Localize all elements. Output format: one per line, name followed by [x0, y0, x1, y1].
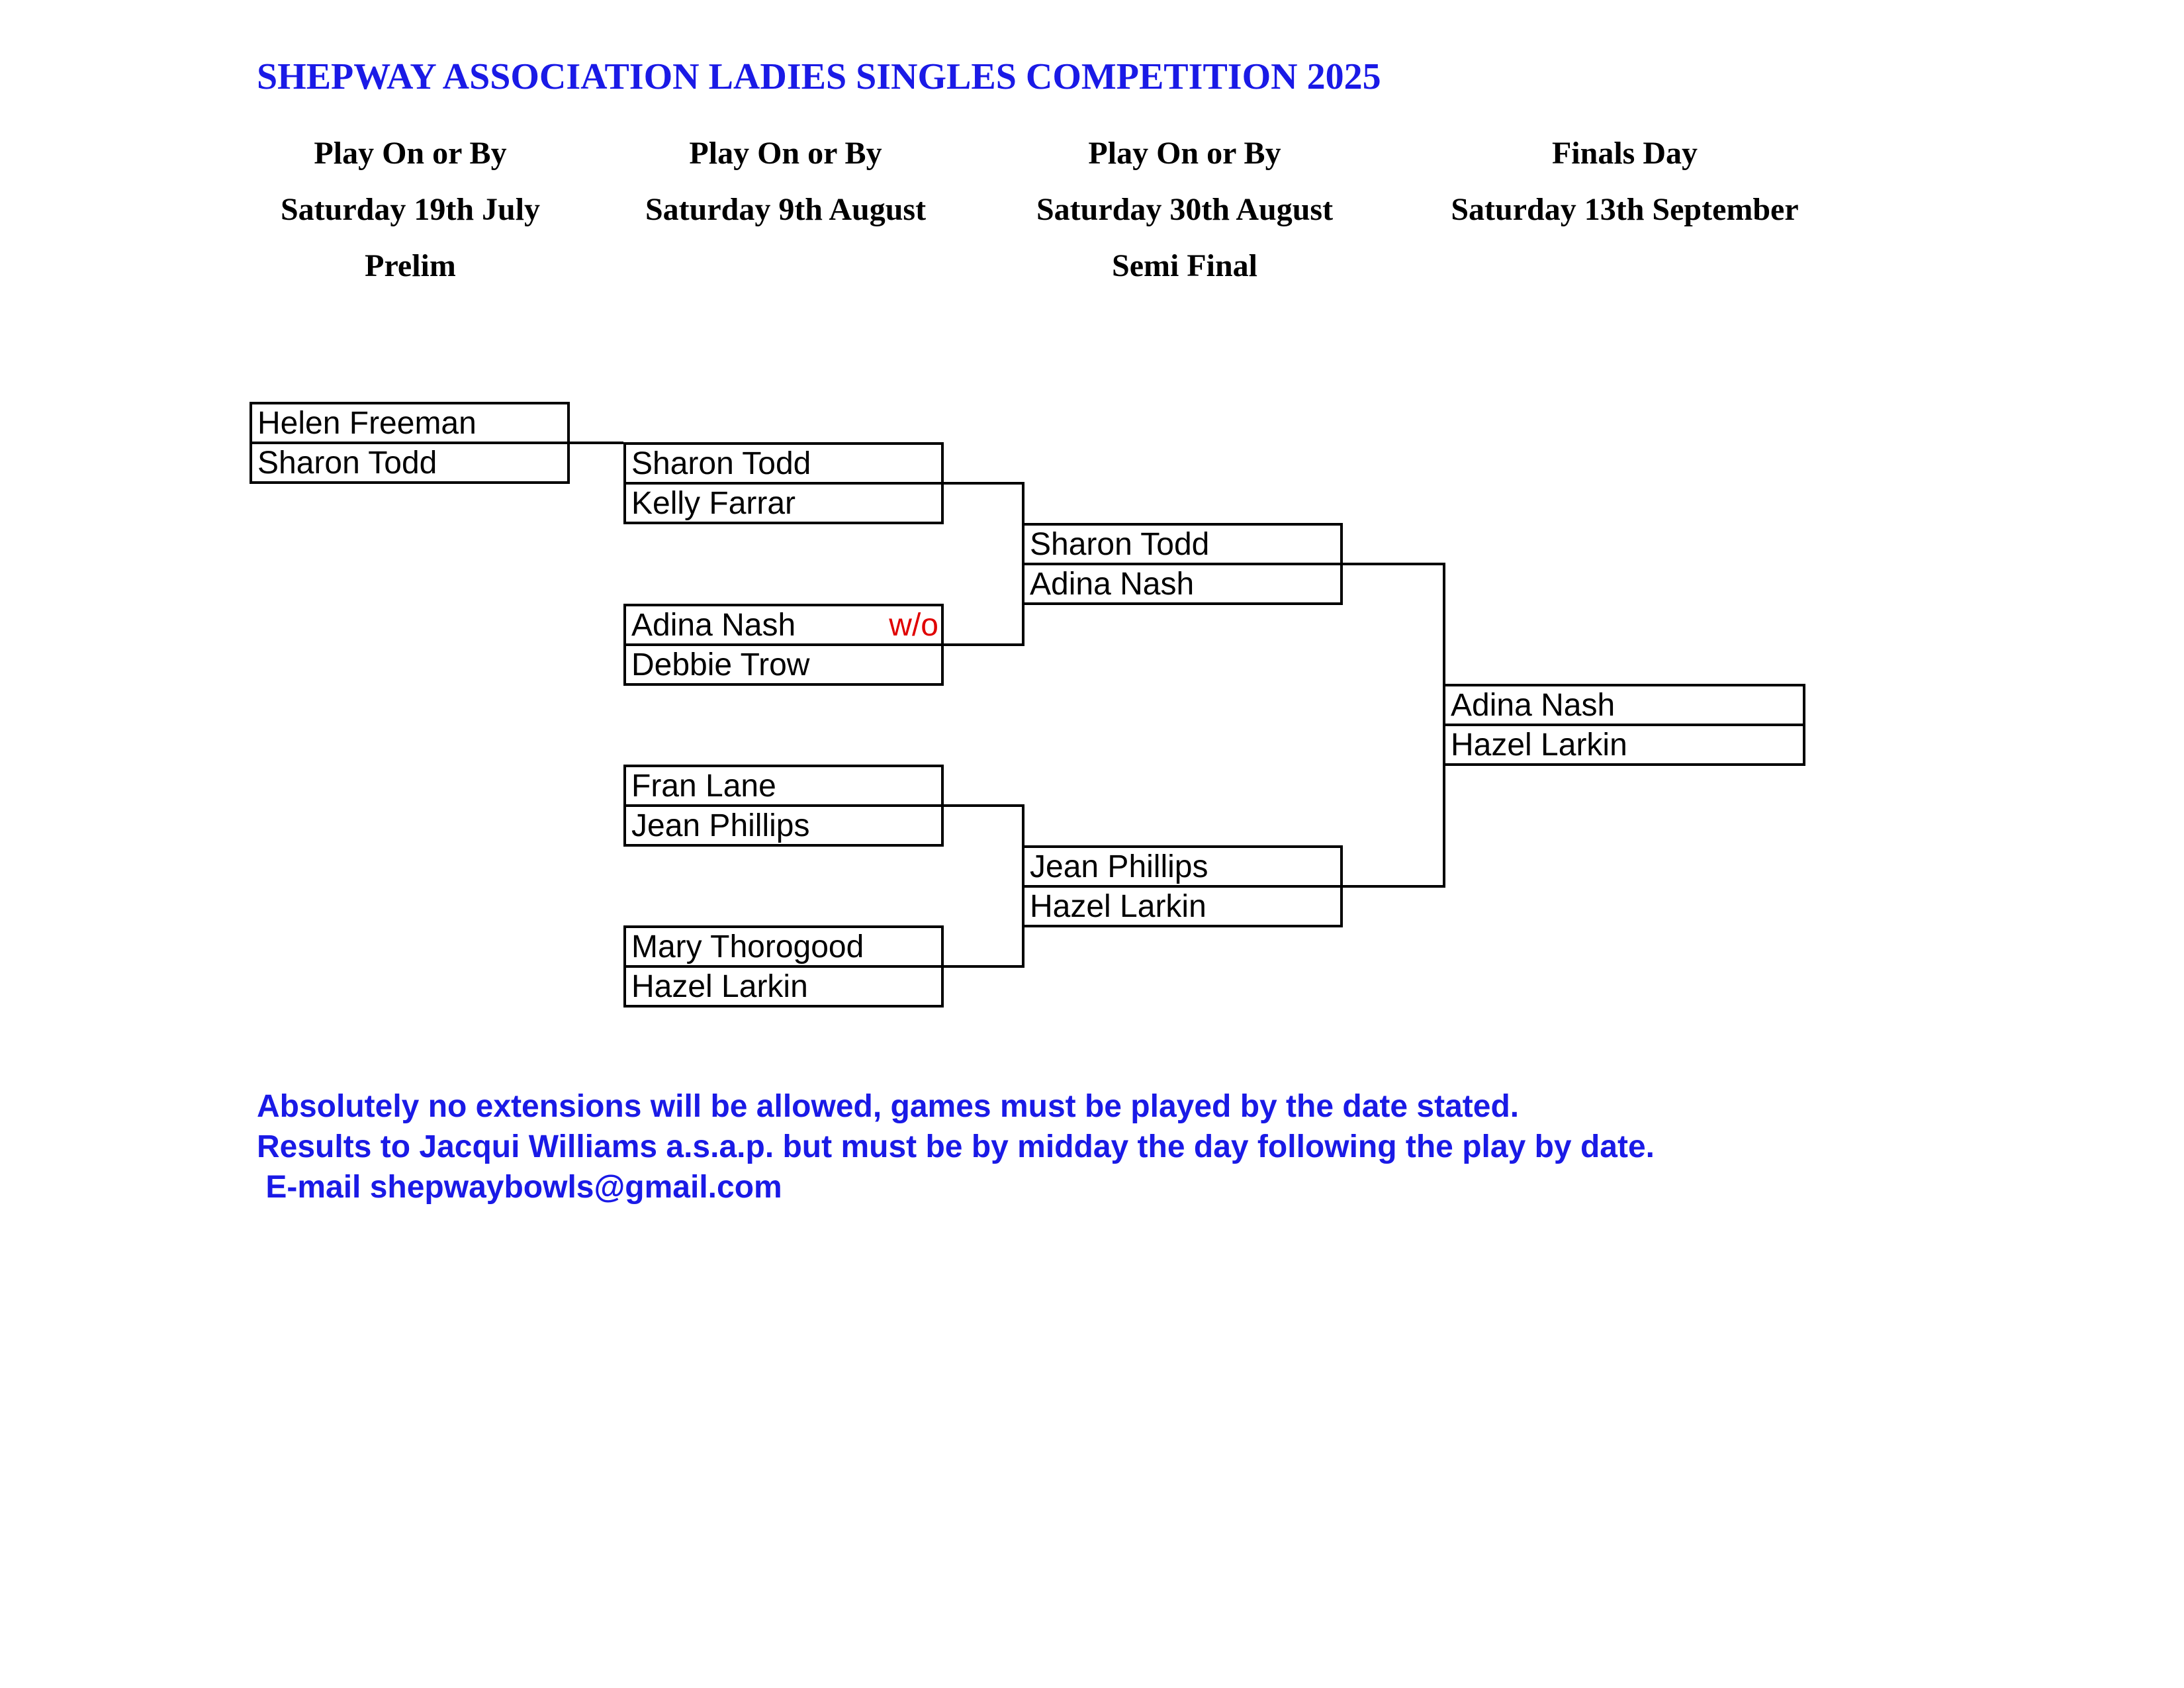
round-4-date: Saturday 13th September: [1451, 192, 1799, 227]
page-title: SHEPWAY ASSOCIATION LADIES SINGLES COMPETITION 2025: [257, 56, 1381, 97]
semi-final-match-1: [1022, 523, 1343, 605]
connector-line: [944, 804, 1024, 807]
prelim-match: [250, 402, 570, 484]
rules-note: Absolutely no extensions will be allowed, games must be played by the date stated.: [257, 1089, 1520, 1124]
quarter-final-match-2: [623, 604, 944, 686]
final-match: [1443, 684, 1805, 766]
round-1-line-1: Play On or By: [314, 136, 507, 171]
player-slot: Adina Nash: [1030, 567, 1195, 602]
player-slot: Hazel Larkin: [1451, 727, 1627, 763]
connector-line: [1022, 804, 1024, 968]
connector-line: [944, 482, 1024, 485]
round-3-name: Semi Final: [1111, 248, 1258, 283]
player-name: Adina Nash: [631, 608, 796, 643]
player-slot: Sharon Todd: [1024, 526, 1340, 565]
player-slot: Jean Phillips: [631, 808, 810, 843]
player-slot: Jean Phillips: [1024, 848, 1340, 888]
connector-line: [570, 442, 623, 444]
player-slot: Hazel Larkin: [631, 969, 808, 1004]
round-1-name: Prelim: [365, 248, 456, 283]
connector-line: [944, 965, 1024, 968]
semi-final-match-2: [1022, 845, 1343, 927]
email-note: E-mail shepwaybowls@gmail.com: [257, 1170, 782, 1205]
player-slot: Sharon Todd: [626, 445, 941, 485]
player-slot: Adina Nash: [1445, 686, 1803, 726]
quarter-final-match-1: [623, 442, 944, 524]
connector-line: [1343, 885, 1445, 888]
player-slot: Hazel Larkin: [1030, 889, 1206, 924]
connector-line: [1443, 563, 1445, 888]
round-2-line-1: Play On or By: [689, 136, 882, 171]
connector-line: [1343, 563, 1445, 565]
quarter-final-match-3: [623, 765, 944, 847]
player-slot: Fran Lane: [626, 767, 941, 807]
connector-line: [944, 643, 1024, 646]
player-slot-walkover: [626, 606, 941, 646]
round-3-line-1: Play On or By: [1088, 136, 1281, 171]
quarter-final-match-4: [623, 925, 944, 1008]
round-2-date: Saturday 9th August: [645, 192, 927, 227]
round-1-date: Saturday 19th July: [280, 192, 541, 227]
round-4-line-1: Finals Day: [1551, 136, 1698, 171]
player-slot: Mary Thorogood: [626, 928, 941, 968]
walkover-mark: w/o: [889, 608, 938, 643]
player-slot: Kelly Farrar: [631, 486, 796, 521]
player-slot: Sharon Todd: [257, 445, 437, 481]
results-note: Results to Jacqui Williams a.s.a.p. but must be by midday the day following the play by date.: [257, 1129, 1655, 1164]
connector-line: [1022, 482, 1024, 646]
player-slot: Debbie Trow: [631, 647, 810, 682]
round-3-date: Saturday 30th August: [1036, 192, 1334, 227]
player-slot: Helen Freeman: [252, 404, 567, 444]
